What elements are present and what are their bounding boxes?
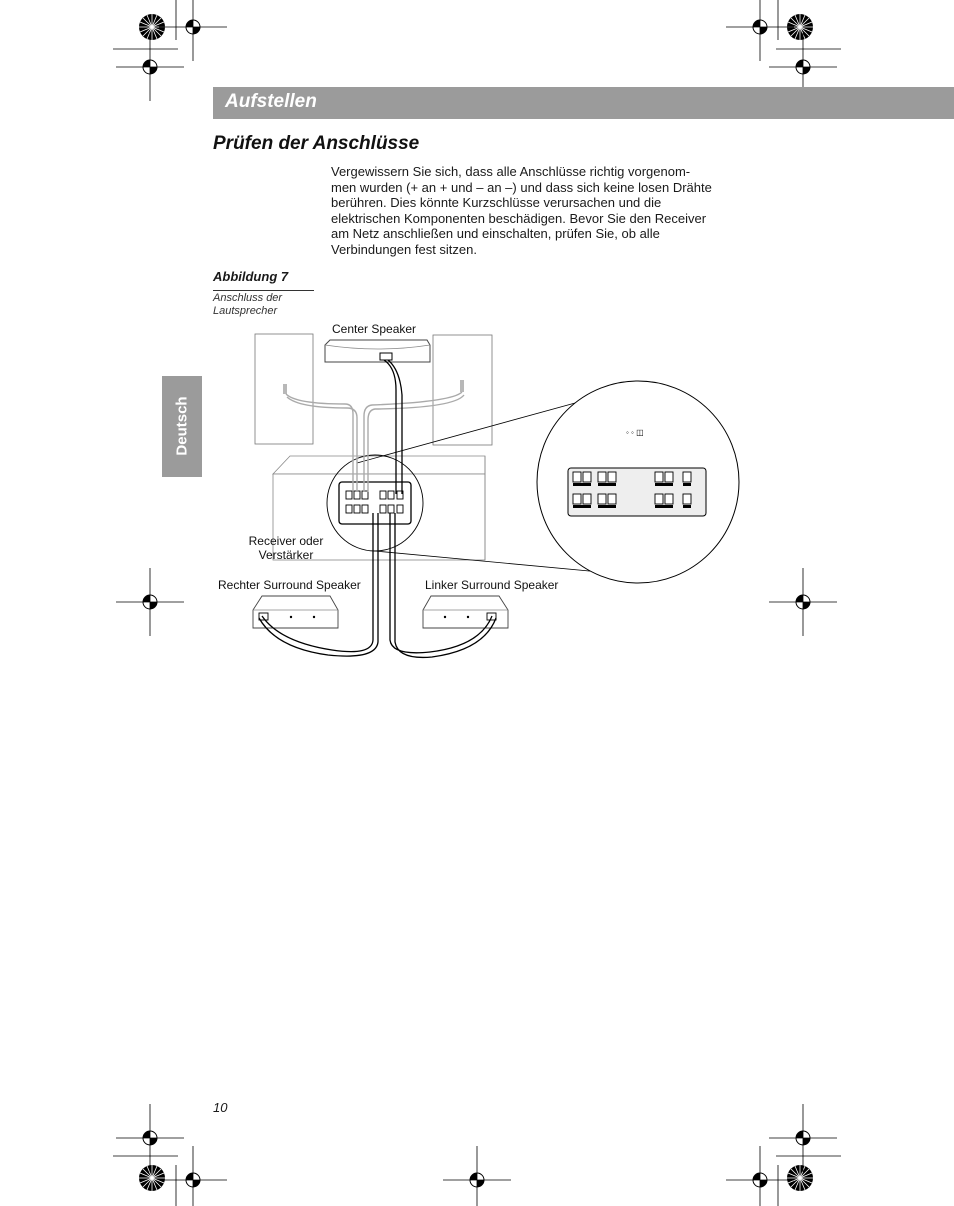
figure-caption-line: Anschluss der (213, 292, 283, 304)
receiver-label (238, 534, 334, 562)
right-surround-label: Rechter Surround Speaker (218, 578, 361, 592)
terminal-detail-zoom (537, 381, 739, 583)
svg-text:◦ ◦ ◫: ◦ ◦ ◫ (626, 428, 644, 437)
left-surround-speaker (423, 596, 508, 628)
intro-line: elektrischen Komponenten beschädigen. Bevor Sie den Receiver (331, 210, 707, 226)
left-surround-label: Linker Surround Speaker (425, 578, 559, 592)
intro-line: Vergewissern Sie sich, dass alle Anschlüsse richtig vorgenom- (331, 164, 691, 179)
center-speaker-label: Center Speaker (332, 322, 417, 336)
intro-line: berühren. Dies könnte Kurzschlüsse verursachen und die (331, 195, 662, 211)
right-surround-speaker (253, 596, 338, 628)
receiver-label-line: Receiver oder (248, 534, 324, 548)
intro-line: am Netz anschließen und einschalten, prüfen Sie, ob alle (331, 226, 660, 242)
side-tab-label: Deutsch (173, 396, 191, 456)
figure-caption-line: Lautsprecher (213, 305, 278, 317)
section-title: Prüfen der Anschlüsse (213, 133, 420, 154)
intro-line: Verbindungen fest sitzen. (331, 241, 477, 257)
intro-line: men wurden (+ an + und – an –) und dass sich keine losen Drähte (331, 179, 712, 195)
zoom-line (375, 551, 600, 572)
figure-label: Abbildung 7 (213, 269, 289, 284)
header-title: Aufstellen (225, 91, 317, 112)
receiver-label-line: Verstärker (258, 548, 314, 562)
page-number: 10 (213, 1100, 228, 1115)
center-speaker (325, 340, 430, 362)
